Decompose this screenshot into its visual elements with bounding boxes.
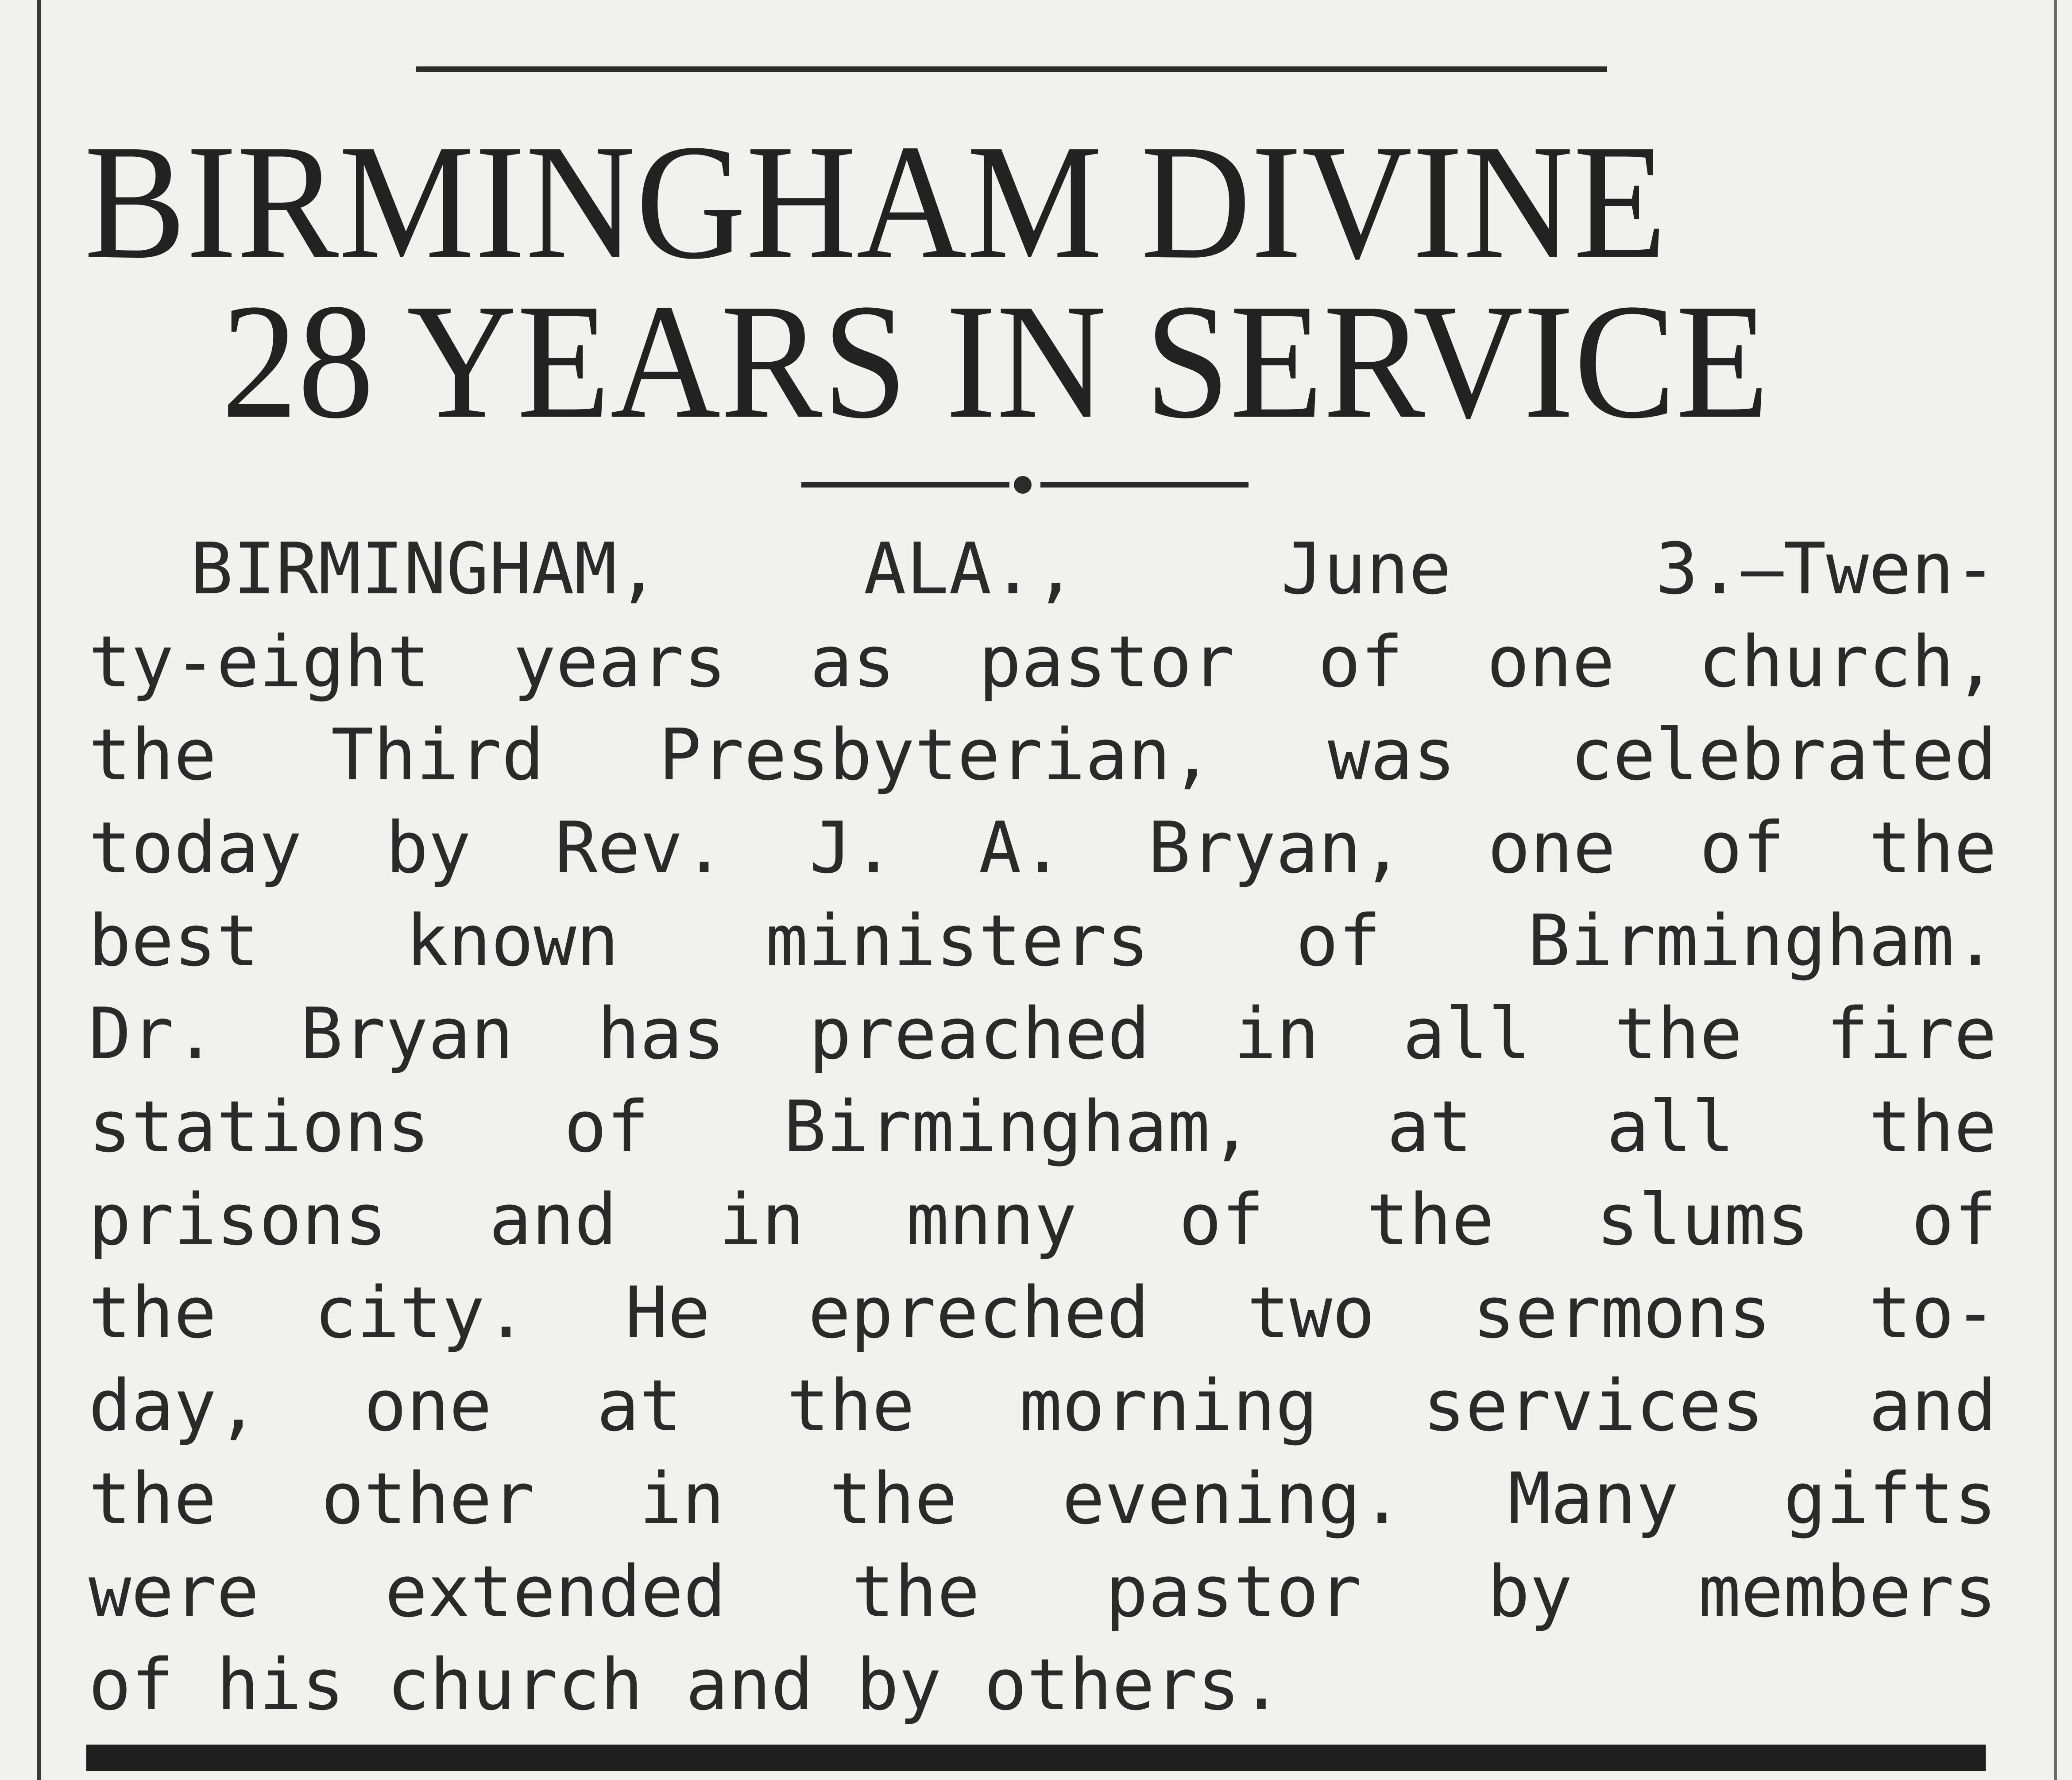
body-line: Dr. Bryan has preached in all the fire <box>89 992 1997 1075</box>
body-line: were extended the pastor by members <box>89 1550 1997 1633</box>
ornament-right-bar <box>1040 482 1249 488</box>
body-line: best known ministers of Birmingham. <box>89 899 1997 982</box>
headline-line-1: BIRMINGHAM DIVINE <box>84 110 1667 294</box>
headline-line-2: 28 YEARS IN SERVICE <box>221 270 1769 453</box>
top-divider-rule <box>416 66 1607 72</box>
ornament-dot <box>1014 476 1032 494</box>
body-line: the other in the evening. Many gifts <box>89 1457 1997 1540</box>
left-column-rule <box>37 0 41 1780</box>
body-line: today by Rev. J. A. Bryan, one of the <box>89 806 1997 889</box>
right-column-rule <box>2054 0 2057 1780</box>
body-line: the city. He epreched two sermons to- <box>89 1271 1997 1354</box>
body-line: day, one at the morning services and <box>89 1364 1997 1447</box>
body-line: stations of Birmingham, at all the <box>89 1085 1997 1168</box>
ornament-left-bar <box>801 482 1009 488</box>
body-line: BIRMINGHAM, ALA., June 3.—Twen- <box>190 527 1997 610</box>
ornamental-dash-divider <box>801 476 1249 494</box>
body-line: prisons and in mnny of the slums of <box>89 1178 1997 1261</box>
article-body <box>89 522 1997 1731</box>
body-line: ty-eight years as pastor of one church, <box>89 620 1997 703</box>
body-line: of his church and by others. <box>89 1643 1283 1726</box>
body-line: the Third Presbyterian, was celebrated <box>89 713 1997 796</box>
cut-off-previous-text <box>177 0 1638 13</box>
bottom-heavy-rule <box>86 1745 1986 1771</box>
